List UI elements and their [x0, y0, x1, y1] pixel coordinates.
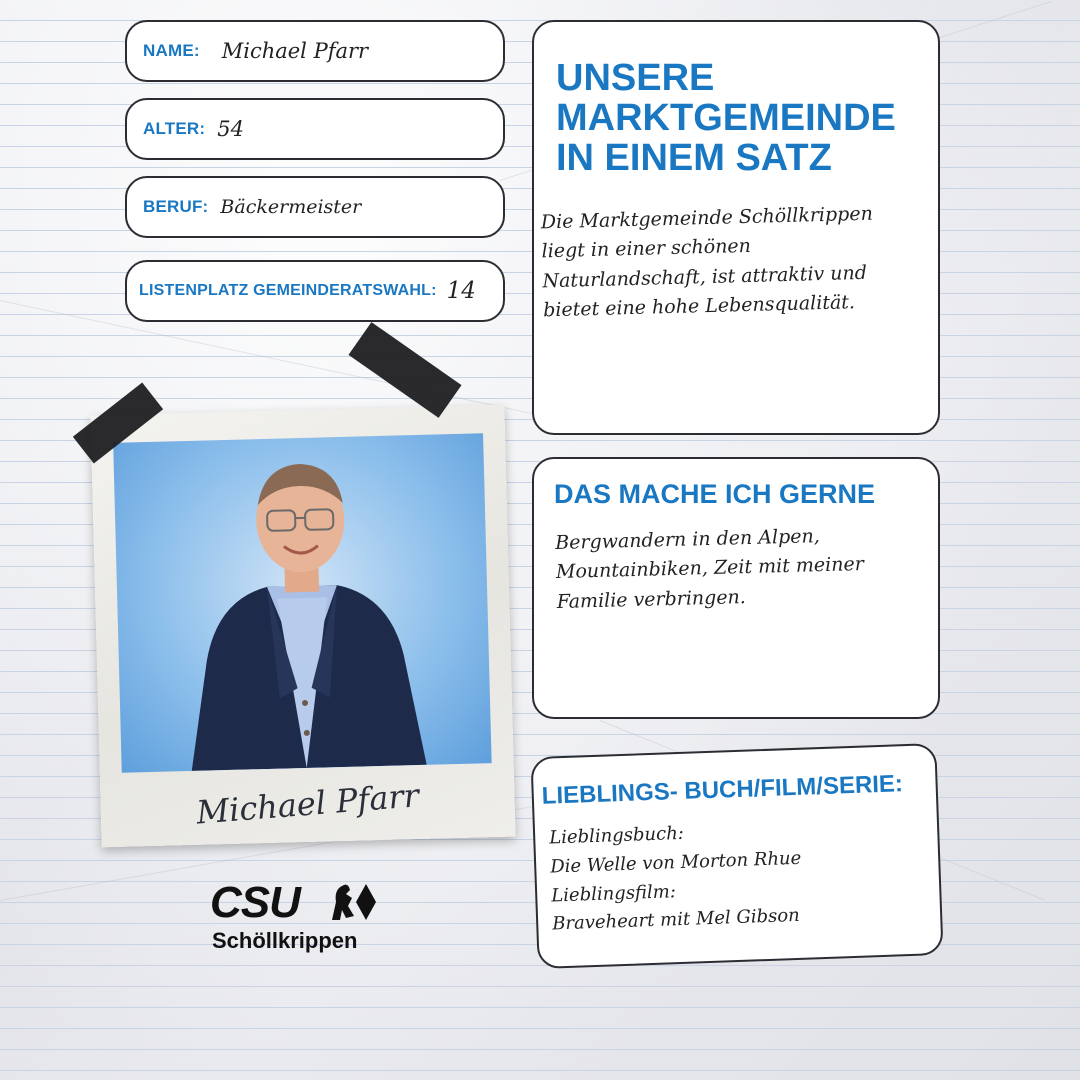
hobby-text	[555, 521, 865, 617]
text-line: Mountainbiken, Zeit mit meiner	[555, 553, 865, 584]
polaroid-frame	[90, 405, 515, 848]
favorites-text	[549, 816, 804, 940]
polaroid-caption: Michael Pfarr	[194, 776, 421, 832]
text-line: liegt in einer schönen	[541, 235, 752, 263]
text-line: Die Marktgemeinde Schöllkrippen	[540, 202, 874, 234]
job-value: Bäckermeister	[220, 196, 362, 218]
text-line: Familie verbringen.	[556, 585, 747, 613]
text-line: bietet eine hohe Lebensqualität.	[542, 291, 856, 322]
text-line: Bergwandern in den Alpen,	[554, 525, 821, 555]
title-line: IN EINEM SATZ	[556, 137, 832, 179]
list-position-field	[125, 260, 505, 322]
community-sentence-title	[556, 58, 896, 178]
list-position-value: 14	[446, 278, 476, 304]
text-line: Lieblingsbuch:	[548, 822, 685, 849]
csu-logo	[210, 878, 400, 958]
text-line: Die Welle von Morton Rhue	[549, 847, 802, 878]
favorites-title: LIEBLINGS- BUCH/FILM/SERIE:	[541, 770, 904, 810]
lion-emblem-icon	[328, 880, 378, 926]
list-position-label: LISTENPLATZ GEMEINDERATSWAHL:	[139, 282, 437, 299]
favorites-card	[530, 743, 943, 969]
title-line: MARKTGEMEINDE	[556, 97, 896, 139]
hobby-title: DAS MACHE ICH GERNE	[554, 479, 876, 509]
text-line: Braveheart mit Mel Gibson	[551, 905, 801, 935]
hobby-card	[532, 457, 940, 719]
age-label: ALTER:	[143, 119, 206, 138]
candidate-photo	[113, 433, 492, 773]
tape-strip-right	[348, 322, 461, 418]
age-value: 54	[217, 117, 244, 141]
job-field	[125, 176, 505, 238]
text-line: Naturlandschaft, ist attraktiv und	[542, 261, 868, 293]
title-line: UNSERE	[556, 57, 715, 99]
name-label: NAME:	[143, 41, 200, 60]
csu-logo-text: CSU	[210, 878, 300, 927]
job-label: BERUF:	[143, 197, 209, 216]
name-field	[125, 20, 505, 82]
community-sentence-text	[541, 200, 876, 326]
age-field	[125, 98, 505, 160]
csu-location: Schöllkrippen	[212, 928, 358, 953]
name-value: Michael Pfarr	[221, 39, 369, 63]
text-line: Lieblingsfilm:	[550, 880, 677, 907]
community-sentence-card	[532, 20, 940, 435]
person-illustration	[113, 433, 492, 773]
